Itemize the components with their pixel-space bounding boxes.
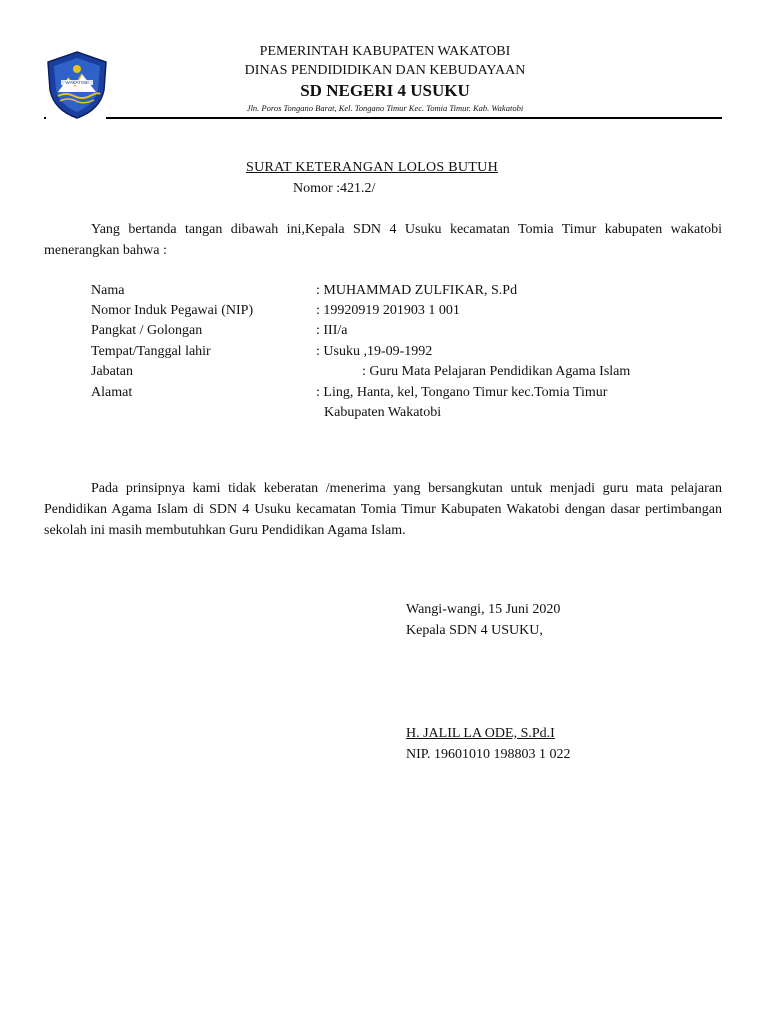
field-label-name: Nama (91, 283, 125, 298)
body-paragraph: Pada prinsipnya kami tidak keberatan /menerima yang bersangkutan untuk menjadi guru mata pelajaran Pendidikan Agama Islam di SDN 4 Usuku kecamatan Tomia Timur Kabupaten Wakatobi dengan dasar pertimbangan sekolah ini masih membutuhkan Guru Pendidikan Agama Islam. (44, 481, 722, 538)
emblem-text: WAKATOBI (65, 80, 89, 86)
letterhead-department: DINAS PENDIDIDIKAN DAN KEBUDAYAAN (244, 63, 526, 78)
field-value-position: : Guru Mata Pelajaran Pendidikan Agama Islam (362, 364, 631, 379)
field-value-address-line2: Kabupaten Wakatobi (324, 405, 442, 420)
signature-name: H. JALIL LA ODE, S.Pd.I (406, 726, 555, 741)
letter-number: Nomor :421.2/ (293, 181, 376, 196)
letterhead-rule (106, 117, 722, 119)
letterhead-government: PEMERINTAH KABUPATEN WAKATOBI (259, 44, 511, 59)
field-label-birth: Tempat/Tanggal lahir (91, 344, 211, 359)
field-label-address: Alamat (91, 385, 133, 400)
letterhead-address: Jln. Poros Tongano Barat, Kel. Tongano Timur Kec. Tomia Timur. Kab. Wakatobi (246, 103, 524, 113)
field-value-rank: : III/a (316, 323, 348, 338)
field-label-position: Jabatan (91, 364, 133, 379)
regency-emblem-icon (44, 50, 110, 120)
field-label-nip: Nomor Induk Pegawai (NIP) (91, 303, 254, 318)
field-value-nip: : 19920919 201903 1 001 (316, 303, 460, 318)
letterhead-dot (44, 117, 46, 119)
intro-paragraph: Yang bertanda tangan dibawah ini,Kepala SDN 4 Usuku kecamatan Tomia Timur kabupaten wakatobi menerangkan bahwa : (44, 222, 722, 258)
letterhead-school: SD NEGERI 4 USUKU (300, 81, 470, 100)
letter-title: SURAT KETERANGAN LOLOS BUTUH (246, 160, 498, 175)
signature-nip: NIP. 19601010 198803 1 022 (406, 747, 571, 762)
field-value-birth: : Usuku ,19-09-1992 (316, 344, 433, 359)
signature-place-date: Wangi-wangi, 15 Juni 2020 (406, 602, 561, 617)
field-value-name: : MUHAMMAD ZULFIKAR, S.Pd (316, 283, 518, 298)
field-label-rank: Pangkat / Golongan (91, 323, 203, 338)
field-value-address: : Ling, Hanta, kel, Tongano Timur kec.Tomia Timur (316, 385, 608, 400)
signature-position: Kepala SDN 4 USUKU, (406, 623, 543, 638)
